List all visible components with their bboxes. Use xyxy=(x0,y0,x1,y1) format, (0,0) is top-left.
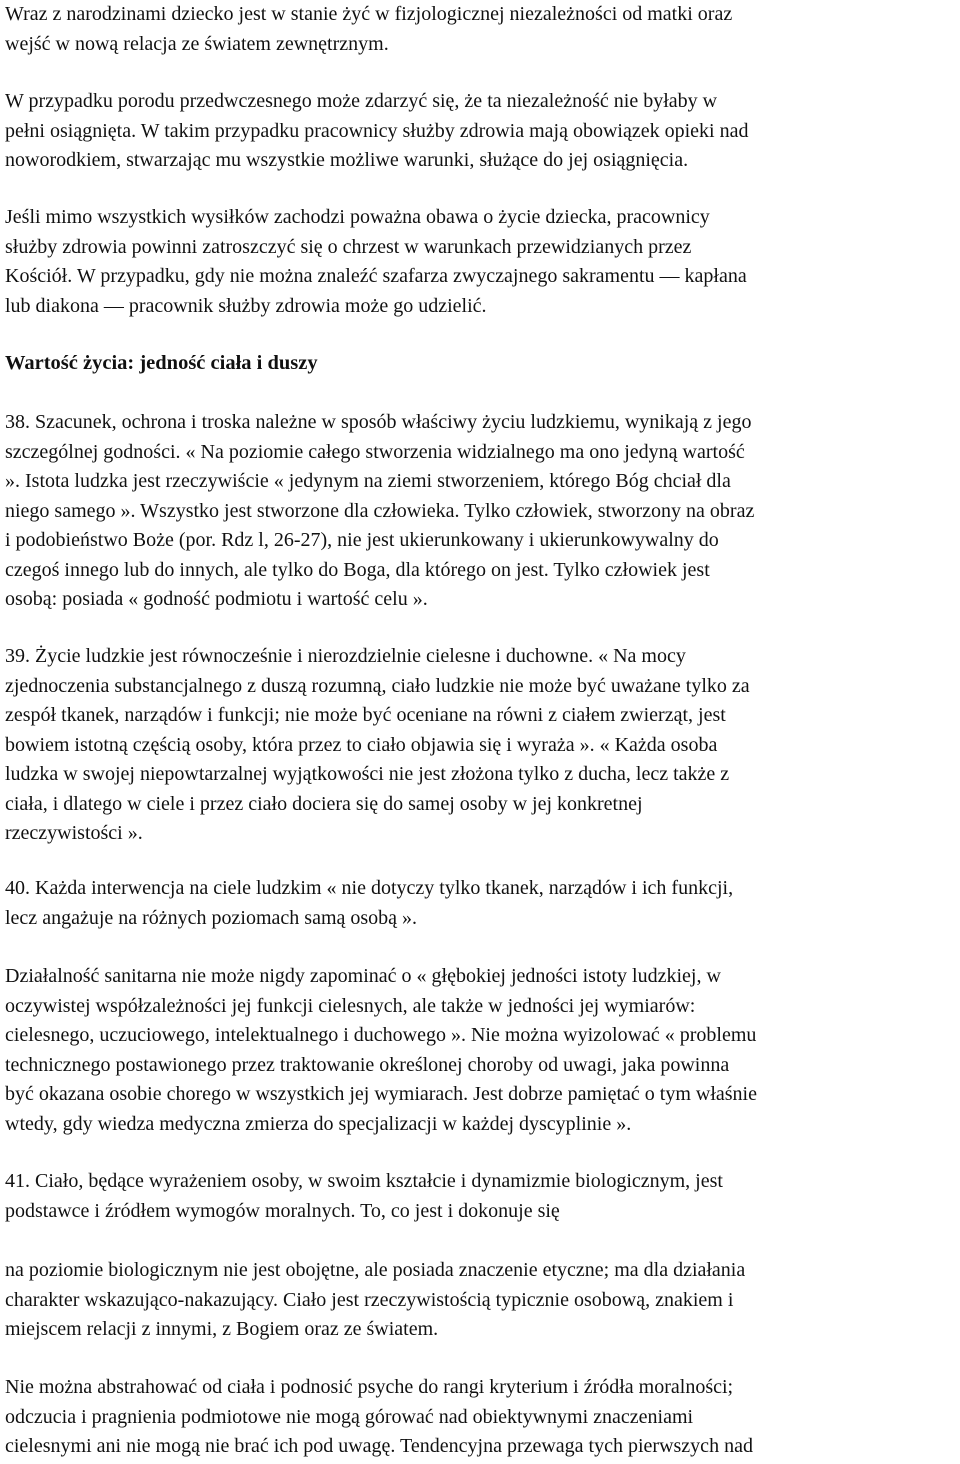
text-line: 39. Życie ludzkie jest równocześnie i nierozdzielnie cielesne i duchowne. « Na mocy xyxy=(5,645,686,667)
text-line: na poziomie biologicznym nie jest obojętne, ale posiada znaczenie etyczne; ma dla działania xyxy=(5,1259,746,1281)
paragraph xyxy=(5,203,747,321)
paragraph xyxy=(5,874,733,933)
text-line: 38. Szacunek, ochrona i troska należne w sposób właściwy życiu ludzkiemu, wynikają z jego xyxy=(5,411,752,433)
text-line: wtedy, gdy wiedza medyczna zmierza do specjalizacji w każdej dyscyplinie ». xyxy=(5,1112,632,1135)
text-line: ludzka w swojej niepowtarzalnej wyjątkowości nie jest złożona tylko z ducha, lecz także z xyxy=(5,763,730,785)
text-line: rzeczywistości ». xyxy=(5,822,143,844)
text-line: charakter wskazująco-nakazujący. Ciało jest rzeczywistością typicznie osobową, znakiem i xyxy=(5,1288,734,1311)
text-line: Wraz z narodzinami dziecko jest w stanie żyć w fizjologicznej niezależności od matki oraz xyxy=(5,3,733,25)
text-line: cielesnego, uczuciowego, intelektualnego i duchowego ». Nie można wyizolować « problemu xyxy=(5,1024,757,1046)
text-line: lecz angażuje na różnych poziomach samą osobą ». xyxy=(5,906,418,929)
text-line: osobą: posiada « godność podmiotu i wartość celu ». xyxy=(5,588,428,610)
text-line: służby zdrowia powinni zatroszczyć się o chrzest w warunkach przewidzianych przez xyxy=(5,235,692,258)
paragraph xyxy=(5,962,757,1139)
text-line: 40. Każda interwencja na ciele ludzkim « nie dotyczy tylko tkanek, narządów i ich funkcji, xyxy=(5,877,734,899)
text-line: noworodkiem, stwarzając mu wszystkie możliwe warunki, służące do jej osiągnięcia. xyxy=(5,149,689,171)
text-line: zespół tkanek, narządów i funkcji; nie może być oceniane na równi z ciałem zwierząt, jest xyxy=(5,704,726,726)
text-line: odczucia i pragnienia podmiotowe nie mogą górować nad obiektywnymi znaczeniami xyxy=(5,1405,694,1428)
text-line: i podobieństwo Boże (por. Rdz l, 26-27), nie jest ukierunkowany i ukierunkowywalny do xyxy=(5,529,719,551)
text-line: czegoś innego lub do innych, ale tylko do Boga, dla którego on jest. Tylko człowiek jest xyxy=(5,558,710,581)
text-line: ciała, i dlatego w ciele i przez ciało dociera się do samej osoby w jej konkretnej xyxy=(5,792,643,815)
text-line: bowiem istotną częścią osoby, która przez to ciało objawia się i wyraża ». « Każda osoba xyxy=(5,733,718,756)
text-line: lub diakona — pracownik służby zdrowia może go udzielić. xyxy=(5,294,487,317)
text-line: Kościół. W przypadku, gdy nie można znaleźć szafarza zwyczajnego sakramentu — kapłana xyxy=(5,265,747,287)
paragraph xyxy=(5,1167,723,1226)
text-line: wejść w nową relacja ze światem zewnętrznym. xyxy=(5,32,389,55)
text-line: podstawce i źródłem wymogów moralnych. To, co jest i dokonuje się xyxy=(5,1199,560,1222)
text-line: zjednoczenia substancjalnego z duszą rozumną, ciało ludzkie nie może być uważane tylko za xyxy=(5,674,750,697)
text-line: miejscem relacji z innymi, z Bogiem oraz ze światem. xyxy=(5,1318,439,1340)
section-heading: Wartość życia: jedność ciała i duszy xyxy=(5,352,318,374)
text-line: cielesnymi ani nie mogą nie brać ich pod uwagę. Tendencyjna przewaga tych pierwszych nad xyxy=(5,1435,753,1457)
paragraph xyxy=(5,642,750,849)
text-line: 41. Ciało, będące wyrażeniem osoby, w swoim kształcie i dynamizmie biologicznym, jest xyxy=(5,1170,723,1192)
paragraph xyxy=(5,408,754,615)
text-line: niego samego ». Wszystko jest stworzone dla człowieka. Tylko człowiek, stworzony na obraz xyxy=(5,499,755,522)
paragraph xyxy=(5,1256,745,1345)
text-line: Nie można abstrahować od ciała i podnosić psyche do rangi kryterium i źródła moralności; xyxy=(5,1376,734,1398)
text-line: technicznego postawionego przez traktowanie określonej choroby od uwagi, jaka powinna xyxy=(5,1053,730,1076)
text-line: W przypadku porodu przedwczesnego może zdarzyć się, że ta niezależność nie byłaby w xyxy=(5,90,718,112)
text-line: pełni osiągnięta. W takim przypadku pracownicy służby zdrowia mają obowiązek opieki nad xyxy=(5,119,749,142)
text-line: ». Istota ludzka jest rzeczywiście « jedynym na ziemi stworzeniem, którego Bóg chciał dla xyxy=(5,470,731,492)
text-line: Działalność sanitarna nie może nigdy zapominać o « głębokiej jedności istoty ludzkiej, w xyxy=(5,965,721,987)
paragraph xyxy=(5,0,732,59)
paragraph xyxy=(5,1373,753,1462)
text-line: być okazana osobie chorego w wszystkich jej wymiarach. Jest dobrze pamiętać o tym właśnie xyxy=(5,1083,757,1105)
text-line: oczywistej współzależności jej funkcji cielesnych, ale także w jedności jej wymiarów: xyxy=(5,994,696,1017)
text-line: szczególnej godności. « Na poziomie całego stworzenia widzialnego ma ono jedyną wartość xyxy=(5,440,745,463)
text-line: Jeśli mimo wszystkich wysiłków zachodzi poważna obawa o życie dziecka, pracownicy xyxy=(5,206,710,228)
paragraph xyxy=(5,87,748,176)
